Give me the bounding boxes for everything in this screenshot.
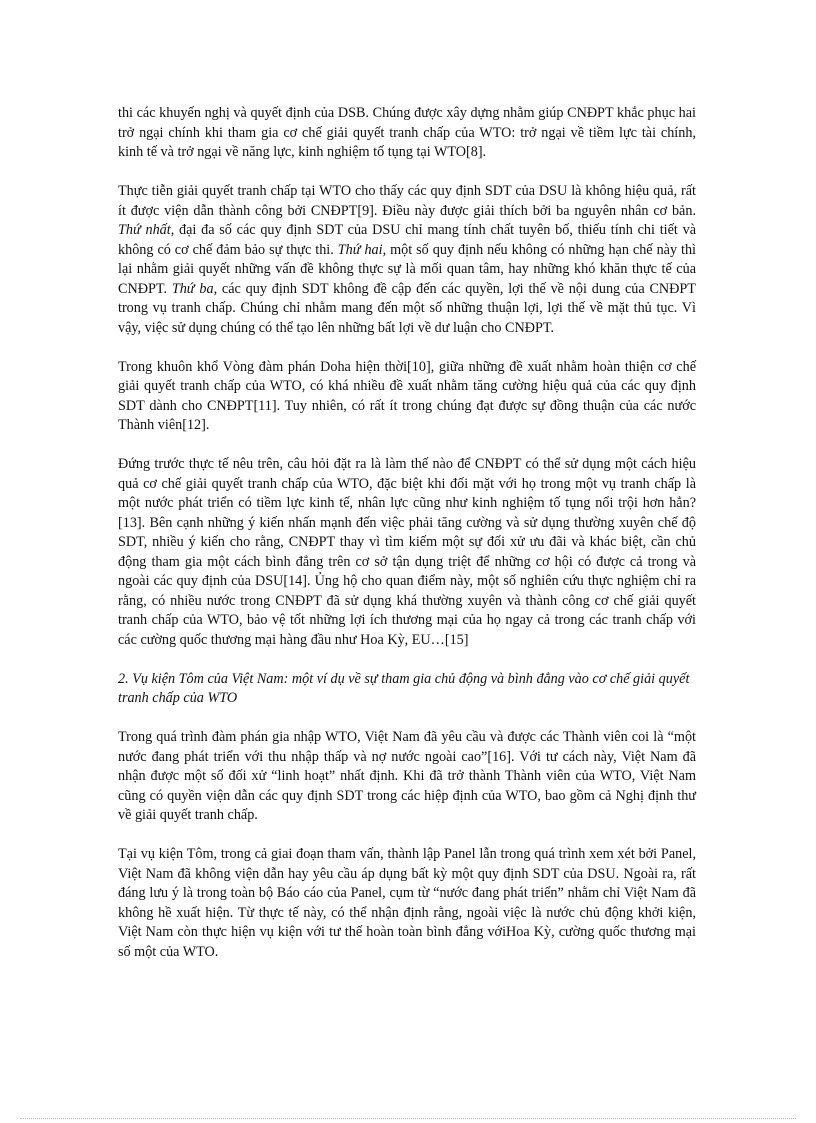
paragraph-6: Tại vụ kiện Tôm, trong cả giai đoạn tham vấn, thành lập Panel lẫn trong quá trình xem xét bởi Panel, Việt Nam đã không viện dẫn hay yêu cầu áp dụng bất kỳ một quy định SDT của DSU. Ngoài ra, rất đáng lưu ý là trong toàn bộ Báo cáo của Panel, cụm từ “nước đang phát triển” nhằm chỉ Việt Nam đã không hề xuất hiện. Từ thực tế này, có thể nhận định rằng, ngoài việc là nước chủ động khởi kiện, Việt Nam còn thực hiện vụ kiện với tư thế hoàn toàn bình đẳng vớiHoa Kỳ, cường quốc thương mại số một của WTO. — [118, 846, 696, 960]
document-body — [118, 104, 696, 982]
paragraph-1: thi các khuyến nghị và quyết định của DSB. Chúng được xây dựng nhằm giúp CNĐPT khắc phục hai trở ngại chính khi tham gia cơ chế giải quyết tranh chấp của WTO: trở ngại về tiềm lực tài chính, kinh tế và trở ngại về năng lực, kinh nghiệm tố tụng tại WTO[8]. — [118, 105, 696, 160]
paragraph-2-text-1: Thực tiễn giải quyết tranh chấp tại WTO cho thấy các quy định SDT của DSU là không hiệu quả, rất ít được viện dẫn thành công bởi CNĐPT[9]. Điều này được giải thích bởi ba nguyên nhân cơ bản. — [118, 183, 696, 219]
page-bottom-divider — [20, 1118, 796, 1119]
section-heading: 2. Vụ kiện Tôm của Việt Nam: một ví dụ về sự tham gia chủ động và bình đẳng vào cơ chế giải quyết tranh chấp của WTO — [118, 670, 690, 706]
paragraph-2-emphasis-1: Thứ nhất — [118, 222, 171, 238]
paragraph-3: Trong khuôn khổ Vòng đàm phán Doha hiện thời[10], giữa những đề xuất nhằm hoàn thiện cơ chế giải quyết tranh chấp của WTO, có khá nhiều đề xuất nhằm tăng cường hiệu quả của các quy định SDT dành cho CNĐPT[11]. Tuy nhiên, có rất ít trong chúng đạt được sự đồng thuận của các nước Thành viên[12]. — [118, 358, 696, 433]
paragraph-5: Trong quá trình đàm phán gia nhập WTO, Việt Nam đã yêu cầu và được các Thành viên coi là “một nước đang phát triển với thu nhập thấp và nợ nước ngoài cao”[16]. Với tư cách này, Việt Nam đã nhận được một số đối xử “linh hoạt” nhất định. Khi đã trở thành Thành viên của WTO, Việt Nam cũng có quyền viện dẫn các quy định SDT trong các hiệp định của WTO, bao gồm cả Nghị định thư về giải quyết tranh chấp. — [118, 729, 696, 823]
paragraph-2 — [118, 182, 696, 338]
paragraph-2-text-2: , đại đa số các quy định SDT của DSU chỉ mang tính chất tuyên bố, thiếu tính chi tiết và không có cơ chế đảm bảo sự thực thi. — [118, 222, 696, 258]
paragraph-2-text-4: , các quy định SDT không đề cập đến các quyền, lợi thế về nội dung của CNĐPT trong vụ tranh chấp. Chúng chỉ nhằm mang đến một số những thuận lợi, lợi thế về mặt thủ tục. Vì vậy, việc sử dụng chúng có thể tạo lên những bất lợi về dư luận cho CNĐPT. — [118, 280, 696, 336]
paragraph-2-emphasis-2: Thứ hai — [337, 241, 383, 258]
paragraph-2-text-3: , một số quy định nếu không có những hạn chế này thì lại nhằm giải quyết những vấn đề không thực sự là mối quan tâm, hay những khó khăn thực tế của CNĐPT. — [118, 241, 697, 297]
paragraph-2-emphasis-3: Thứ ba — [171, 280, 214, 297]
paragraph-4: Đứng trước thực tế nêu trên, câu hỏi đặt ra là làm thế nào để CNĐPT có thể sử dụng một cách hiệu quả cơ chế giải quyết tranh chấp của WTO, đặc biệt khi đối mặt với họ trong một vụ tranh chấp là một nước phát triển có tiềm lực kinh tế, nhân lực cũng như kinh nghiệm tố tụng nổi trội hơn hẳn?[13]. Bên cạnh những ý kiến nhấn mạnh đến việc phải tăng cường và sử dụng thường xuyên chế độ SDT, nhiều ý kiến cho rằng, CNĐPT thay vì tìm kiếm một sự đối xử ưu đãi và khác biệt, cần chủ động tham gia một cách bình đẳng trên cơ sở tận dụng triệt để những cơ hội có được cả trong và ngoài các quy định của DSU[14]. Ủng hộ cho quan điểm này, một số nghiên cứu thực nghiệm chỉ ra rằng, có nhiều nước trong CNĐPT đã sử dụng khá thường xuyên và thành công cơ chế giải quyết tranh chấp của WTO, bảo vệ tốt những lợi ích thương mại của họ ngay cả trong các tranh chấp với các cường quốc thương mại hàng đầu như Hoa Kỳ, EU…[15] — [118, 456, 696, 648]
